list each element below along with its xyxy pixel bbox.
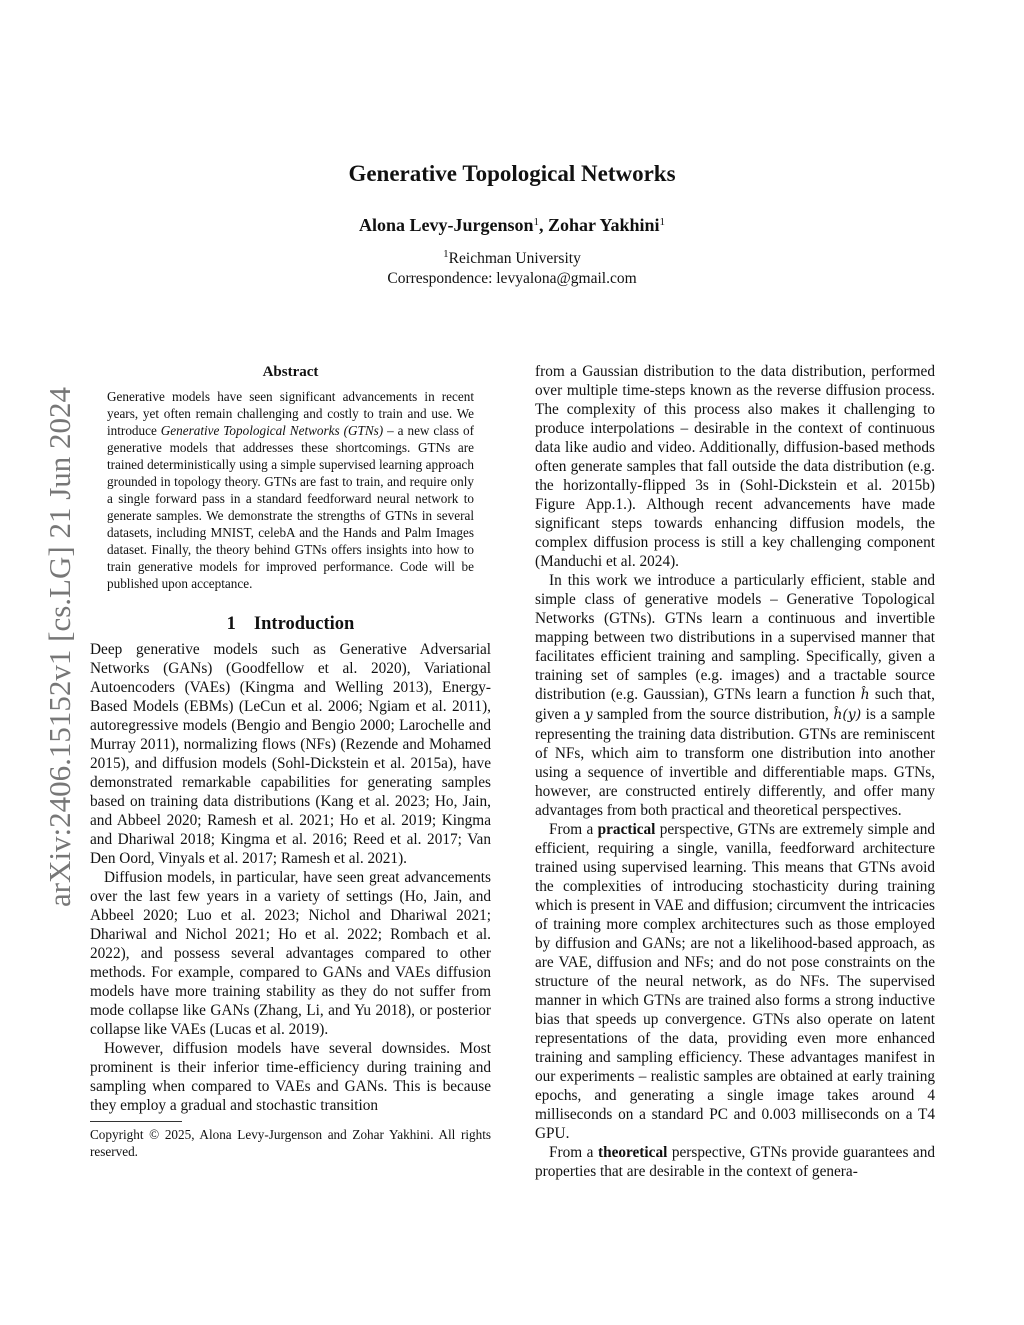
abstract-text: Generative models have seen significant advancements in recent years, yet often remain challenging and costly to train and use. We introduce Generative Topological Networks (GTNs) – a new class of generative models that addresses these shortcomings. GTNs are trained deterministically using a simple supervised learning approach grounded in topology theory. GTNs are fast to train, and require only a single forward pass in a standard feedforward neural network to generate samples. We demonstrate the strengths of GTNs in several datasets, including MNIST, celebA and the Hands and Palm Images dataset. Finally, the theory behind GTNs offers insights into how to train generative models for improved performance. Code will be published upon acceptance. bbox=[107, 389, 474, 591]
body-paragraph: From a practical perspective, GTNs are extremely simple and efficient, requiring a single, vanilla, feedforward architecture trained using supervised learning. This means that GTNs avoid the complexities of introducing stochasticity during training which is present in VAE and diffusion; circumvent the intricacies of training more complex architectures such as those employed by diffusion and GANs; are not a likelihood-based approach, as are VAE, diffusion and NFs; and do not pose constraints on the structure of the neural network, as do NFs. The supervised manner in which GTNs are trained also forms a strong inductive bias that speeds up convergence. GTNs also operate on latent representations of the data, providing even more enhanced training and sampling efficiency. These advantages manifest in our experiments – realistic samples are obtained at early training epochs, and generating a single image takes around 4 milliseconds on a standard PC and 0.003 milliseconds on a T4 GPU. bbox=[535, 821, 935, 1142]
correspondence: Correspondence: levyalona@gmail.com bbox=[387, 270, 637, 287]
author-name: Zohar Yakhini bbox=[547, 215, 660, 235]
affiliation-mark: 1 bbox=[659, 216, 666, 228]
affiliation-mark: 1 bbox=[533, 216, 539, 228]
author-list: Alona Levy-Jurgenson$^1$, Zohar Yakhini$^1$ bbox=[358, 215, 666, 235]
math-h-hat: ĥ bbox=[860, 687, 870, 703]
affiliation-mark: 1 bbox=[443, 248, 449, 260]
right-column bbox=[535, 362, 935, 1181]
intro-paragraph: However, diffusion models have several downsides. Most prominent is their inferior time-efficiency during training and sampling when compared to VAEs and GANs. This is because they employ a gradual and stochastic transition bbox=[90, 1040, 491, 1114]
abstract-heading: Abstract bbox=[262, 364, 319, 380]
math-h-of-y: ĥ(y) bbox=[833, 707, 862, 723]
left-column bbox=[90, 360, 491, 1160]
intro-paragraph: Deep generative models such as Generative Adversarial Networks (GANs) (Goodfellow et al. 2020), Variational Autoencoders (VAEs) (Kingma and Welling 2013), Energy-Based Models (EBMs) (LeCun et al. 2006; Ngiam et al. 2011), autoregressive models (Bengio and Bengio 2000; Larochelle and Murray 2011), normalizing flows (NFs) (Rezende and Mohamed 2015), and diffusion models (Sohl-Dickstein et al. 2015a), have demonstrated remarkable capabilities for generating samples based on training data distributions (Kang et al. 2023; Ho, Jain, and Abbeel 2020; Ramesh et al. 2021; Ho et al. 2019; Kingma and Dhariwal 2018; Kingma et al. 2016; Reed et al. 2017; Van Den Oord, Vinyals et al. 2017; Ramesh et al. 2021). bbox=[90, 641, 491, 867]
body-paragraph: In this work we introduce a particularly efficient, stable and simple class of generative models – Generative Topological Networks (GTNs). GTNs learn a continuous and invertible mapping between two distributions in a supervised manner that facilitates efficient training and sampling. Specifically, given a training set of samples (e.g. images) and a tractable source distribution (e.g. Gaussian), GTNs learn a function ĥ such that, given a y sampled from the source distribution, ĥ(y) is a sample representing the training data distribution. GTNs are reminiscent of NFs, which aim to transform one distribution into another using a sequence of invertible and differentiable maps. GTNs, however, are constructed entirely differently, and offer many advantages from both practical and theoretical perspectives. bbox=[535, 572, 935, 819]
body-paragraph: from a Gaussian distribution to the data distribution, performed over multiple time-steps known as the reverse diffusion process. The complexity of this process also makes it challenging to produce interpolations – desirable in the context of continuous data like audio and video. Additionally, diffusion-based methods often generate samples that fall outside the data distribution (e.g. the horizontally-flipped 3s in (Sohl-Dickstein et al. 2015b) Figure App.1.). Although recent advancements have made significant steps towards enhancing diffusion models, the complex diffusion process is still a key challenging component (Manduchi et al. 2024). bbox=[535, 363, 935, 570]
intro-paragraph: Diffusion models, in particular, have seen great advancements over the last few years in a variety of settings (Ho, Jain, and Abbeel 2020; Luo et al. 2023; Nichol and Dhariwal 2021; Dhariwal and Nichol 2021; Ho et al. 2022; Rombach et al. 2022), and possess several advantages compared to other methods. For example, compared to GANs and VAEs diffusion models have more training stability as they do not suffer from mode collapse like GANs (Zhang, Li, and Yu 2018), or posterior collapse like VAEs (Lucas et al. 2019). bbox=[90, 869, 491, 1038]
copyright-footnote: Copyright © 2025, Alona Levy-Jurgenson and Zohar Yakhini. All rights reserved. bbox=[90, 1121, 491, 1160]
footnote-rule bbox=[90, 1121, 182, 1122]
body-paragraph: From a theoretical perspective, GTNs provide guarantees and properties that are desirable in the context of genera- bbox=[535, 1144, 935, 1180]
paper-title: Generative Topological Networks bbox=[348, 161, 676, 186]
section-heading-introduction: 1 Introduction bbox=[226, 614, 355, 634]
affiliation-name: Reichman University bbox=[448, 250, 581, 267]
math-y: y bbox=[584, 707, 593, 723]
affiliation-block bbox=[0, 249, 1024, 289]
author-name: Alona Levy-Jurgenson bbox=[358, 215, 534, 235]
arxiv-stamp: arXiv:2406.15152v1 [cs.LG] 21 Jun 2024 bbox=[42, 386, 77, 908]
